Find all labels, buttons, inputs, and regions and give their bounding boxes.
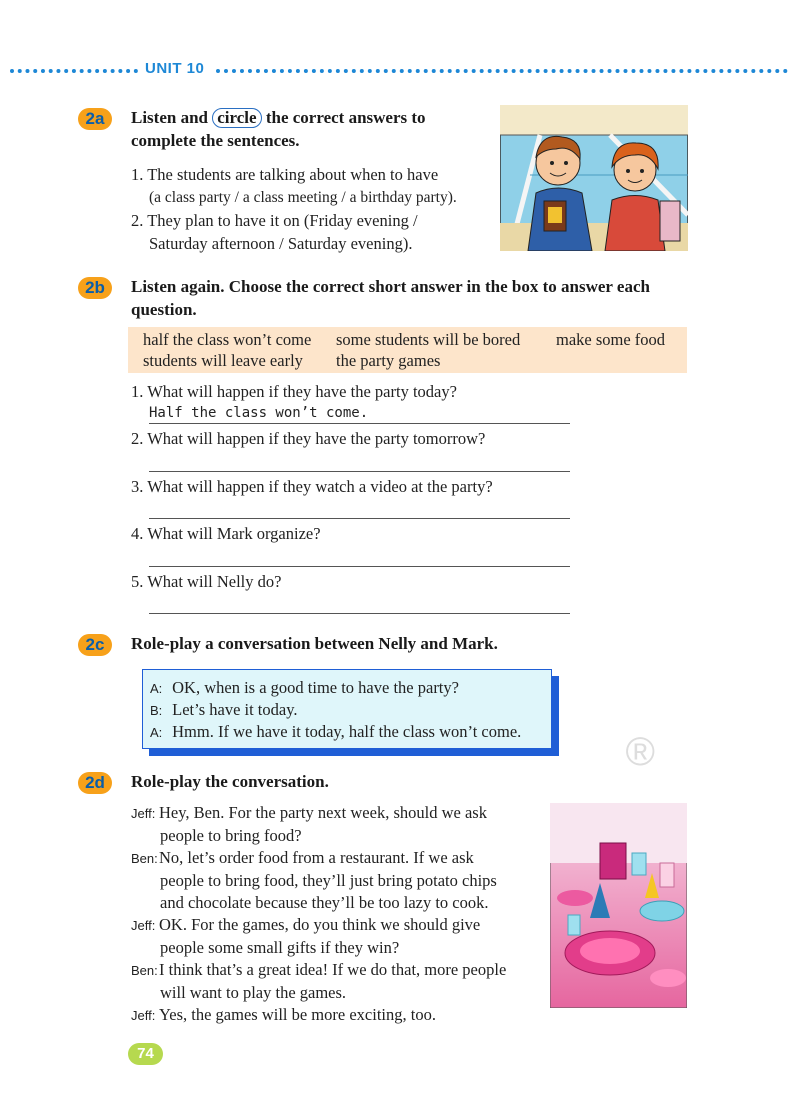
conv-text-3: No, let’s order food from a restaurant. If we ask: [159, 848, 474, 867]
header-dots-right: [216, 69, 788, 73]
speaker-jeff: Jeff:: [131, 806, 156, 821]
answer-choice-3: make some food: [556, 330, 666, 349]
answer-line-4[interactable]: [149, 566, 570, 567]
registered-mark: ®: [625, 730, 655, 774]
item-2a-1-line1: 1. The students are talking about when to have: [131, 165, 439, 184]
dialog-line-1: [150, 678, 459, 698]
question-3: 3. What will happen if they watch a video at the party?: [131, 477, 493, 496]
item-2a-2-line2: Saturday afternoon / Saturday evening).: [149, 234, 413, 253]
dialog-text-1: OK, when is a good time to have the party?: [172, 678, 459, 697]
instruction-2a-line2: complete the sentences.: [131, 131, 300, 150]
dialog-line-2: [150, 700, 298, 720]
dialog-box: [142, 669, 552, 749]
instruction-2a: [131, 106, 426, 152]
conv-line-2: people to bring food?: [160, 826, 302, 845]
speaker-jeff: Jeff:: [131, 1008, 156, 1023]
instruction-2c: Role-play a conversation between Nelly and Mark.: [131, 634, 498, 653]
conv-text-10: Yes, the games will be more exciting, too.: [159, 1005, 436, 1024]
answer-line-2[interactable]: [149, 471, 570, 472]
question-5: 5. What will Nelly do?: [131, 572, 282, 591]
dialog-text-2: Let’s have it today.: [172, 700, 298, 719]
instruction-2b: [131, 275, 650, 321]
badge-2b: 2b: [78, 277, 112, 299]
circled-word: circle: [212, 108, 261, 128]
conv-line-4: people to bring food, they’ll just bring potato chips: [160, 871, 497, 890]
badge-2c: 2c: [78, 634, 112, 656]
conv-line-6: [131, 915, 480, 935]
answer-choice-box: [128, 327, 687, 373]
badge-2d: 2d: [78, 772, 112, 794]
unit-title: UNIT 10: [145, 60, 205, 77]
answer-line-5[interactable]: [149, 613, 570, 614]
answer-choice-2: some students will be bored: [336, 330, 521, 349]
conv-line-9: will want to play the games.: [160, 983, 347, 1002]
item-2a-1: [131, 163, 457, 255]
conv-line-8: [131, 960, 506, 980]
answer-line-3[interactable]: [149, 518, 570, 519]
answer-line-1[interactable]: [149, 423, 570, 424]
speaker-ben: Ben:: [131, 851, 158, 866]
speaker-jeff: Jeff:: [131, 918, 156, 933]
question-4: 4. What will Mark organize?: [131, 524, 321, 543]
instruction-2d: Role-play the conversation.: [131, 772, 329, 791]
conv-line-5: and chocolate because they’ll be too lazy to cook.: [160, 893, 489, 912]
item-2a-2-line1: 2. They plan to have it on (Friday evening /: [131, 211, 418, 230]
question-1: 1. What will happen if they have the party today?: [131, 382, 457, 401]
conv-text-1: Hey, Ben. For the party next week, should we ask: [159, 803, 487, 822]
speaker-a: A:: [150, 681, 163, 696]
sample-answer: Half the class won’t come.: [149, 405, 369, 421]
instruction-2b-line1: Listen again. Choose the correct short answer in the box to answer each: [131, 277, 650, 296]
speaker-a: A:: [150, 725, 163, 740]
speaker-ben: Ben:: [131, 963, 158, 978]
conv-line-1: [131, 803, 487, 823]
dialog-line-3: [150, 722, 521, 742]
answer-choice-5: the party games: [336, 351, 441, 370]
conv-line-10: [131, 1005, 436, 1025]
instruction-2a-pre: Listen and: [131, 108, 208, 127]
item-2a-1-line2: (a class party / a class meeting / a birthday party).: [149, 189, 457, 206]
header-dots-left: [10, 69, 138, 73]
answer-choice-4: students will leave early: [143, 351, 303, 370]
dialog-text-3: Hmm. If we have it today, half the class won’t come.: [172, 722, 522, 741]
page-number: 74: [128, 1043, 163, 1065]
conv-text-8: I think that’s a great idea! If we do that, more people: [159, 960, 507, 979]
question-2: 2. What will happen if they have the party tomorrow?: [131, 429, 486, 448]
students-illustration: [500, 105, 688, 251]
conv-text-6: OK. For the games, do you think we should give: [159, 915, 481, 934]
conv-line-3: [131, 848, 474, 868]
badge-2a: 2a: [78, 108, 112, 130]
instruction-2a-post: the correct answers to: [265, 108, 426, 127]
conv-line-7: people some small gifts if they win?: [160, 938, 400, 957]
answer-choice-1: half the class won’t come: [143, 330, 312, 349]
party-table-photo: [550, 803, 687, 1008]
instruction-2b-line2: question.: [131, 300, 197, 319]
speaker-b: B:: [150, 703, 163, 718]
